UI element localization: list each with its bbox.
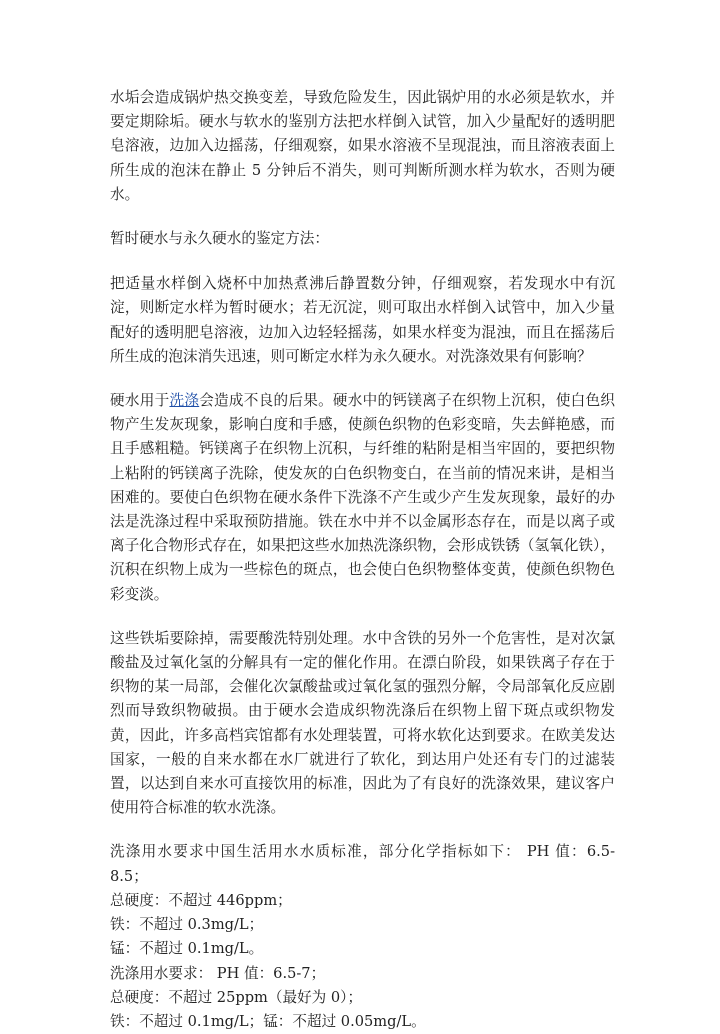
washing-effect-paragraph bbox=[110, 389, 615, 607]
washing-text-after-link: 会造成不良的后果。硬水中的钙镁离子在织物上沉积，使白色织物产生发灰现象，影响白度和手感，使颜色织物的色彩变暗，失去鲜艳感，而且手感粗糙。钙镁离子在织物上沉积，与纤维的粘附是相当牢固的，要把织物上粘附的钙镁离子洗除，使发灰的白色织物变白，在当前的情况来讲，是相当困难的。要使白色织物在硬水条件下洗涤不产生或少产生发灰现象，最好的办法是洗涤过程中采取预防措施。铁在水中并不以金属形态存在，而是以离子或离子化合物形式存在，如果把这些水加热洗涤织物，会形成铁锈（氢氧化铁），沉积在织物上成为一些棕色的斑点，也会使白色织物整体变黄，使颜色织物色彩变淡。 bbox=[110, 392, 615, 603]
washing-text-before-link: 硬水用于 bbox=[110, 392, 170, 410]
spec-line: 总硬度：不超过 446ppm； bbox=[110, 891, 292, 909]
identification-paragraph: 把适量水样倒入烧杯中加热煮沸后静置数分钟，仔细观察，若发现水中有沉淀，则断定水样为暂时硬水；若无沉淀，则可取出水样倒入试管中，加入少量配好的透明肥皂溶液，边加入边轻轻摇荡，如果水样变为混浊，而且在摇荡后所生成的泡沫消失迅速，则可断定水样为永久硬水。对洗涤效果有何影响？ bbox=[110, 275, 615, 365]
iron-paragraph: 这些铁垢要除掉，需要酸洗特别处理。水中含铁的另外一个危害性，是对次氯酸盐及过氧化氢的分解具有一定的催化作用。在漂白阶段，如果铁离子存在于织物的某一局部，会催化次氯酸盐或过氧化氢的强烈分解，令局部氧化反应剧烈而导致织物破损。由于硬水会造成织物洗涤后在织物上留下斑点或织物发黄，因此，许多高档宾馆都有水处理装置，可将水软化达到要求。在欧美发达国家，一般的自来水都在水厂就进行了软化，到达用户处还有专门的过滤装置，以达到自来水可直接饮用的标准，因此为了有良好的洗涤效果，建议客户使用符合标准的软水洗涤。 bbox=[110, 629, 615, 817]
boiler-paragraph: 水垢会造成锅炉热交换变差，导致危险发生，因此锅炉用的水必须是软水，并要定期除垢。硬水与软水的鉴别方法把水样倒入试管，加入少量配好的透明肥皂溶液，边加入边摇荡，仔细观察，如果水溶液不呈现混浊，而且溶液表面上所生成的泡沫在静止 5 分钟后不消失，则可判断所测水样为软水，否则为硬水。 bbox=[110, 89, 615, 203]
spec-line: 洗涤用水要求中国生活用水水质标准，部分化学指标如下： PH 值：6.5-8.5； bbox=[110, 843, 615, 885]
spec-line: 总硬度：不超过 25ppm（最好为 0）； bbox=[110, 988, 363, 1006]
spec-line: 锰：不超过 0.1mg/L。 bbox=[110, 940, 264, 958]
spec-line: 铁：不超过 0.1mg/L；锰：不超过 0.05mg/L。 bbox=[110, 1012, 426, 1030]
spec-line: 铁：不超过 0.3mg/L； bbox=[110, 916, 264, 934]
document-body bbox=[110, 86, 615, 1034]
section-heading: 暂时硬水与永久硬水的鉴定方法： bbox=[110, 230, 329, 248]
spec-line: 洗涤用水要求： PH 值：6.5-7； bbox=[110, 964, 326, 982]
washing-link[interactable]: 洗涤 bbox=[169, 392, 200, 410]
water-spec-list bbox=[110, 840, 615, 1034]
